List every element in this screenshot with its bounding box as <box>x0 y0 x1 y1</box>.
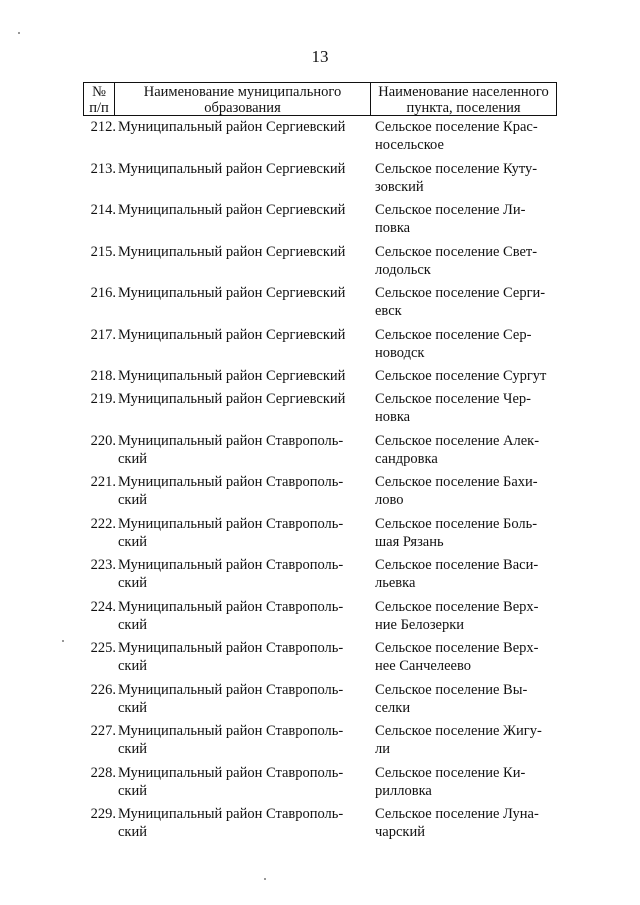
table-header <box>83 82 557 116</box>
row-municipality: Муниципальный район Сергиевский <box>118 160 346 177</box>
row-number: 229. <box>90 806 116 822</box>
row-settlement: Сельское поселение Сургут <box>375 368 547 384</box>
row-number: 223. <box>90 557 116 573</box>
header-settlement: Наименование населенного пункта, поселения <box>378 84 549 116</box>
row-municipality: Муниципальный район Сергиевский <box>118 243 346 260</box>
scan-speck <box>264 878 266 880</box>
row-settlement: Сельское поселение Алек- сандровка <box>375 432 540 467</box>
row-municipality: Муниципальный район Ставрополь- ский <box>118 723 344 757</box>
table-row <box>80 598 570 634</box>
row-settlement: Сельское поселение Васи- льевка <box>375 557 539 591</box>
table-row <box>80 473 570 509</box>
table-row <box>80 160 570 196</box>
row-municipality: Муниципальный район Ставрополь- ский <box>118 557 344 591</box>
table-row <box>80 639 570 675</box>
row-settlement: Сельское поселение Верх- нее Санчелеево <box>375 640 539 674</box>
row-number: 226. <box>90 681 116 698</box>
row-municipality: Муниципальный район Ставрополь- ский <box>118 598 344 633</box>
table-row <box>80 390 570 426</box>
table-row <box>80 201 570 237</box>
scan-speck <box>62 640 64 642</box>
row-municipality: Муниципальный район Сергиевский <box>118 119 346 135</box>
row-number: 225. <box>90 640 116 656</box>
row-settlement: Сельское поселение Верх- ние Белозерки <box>375 598 539 633</box>
row-settlement: Сельское поселение Сер- новодск <box>375 326 532 361</box>
table-row <box>80 284 570 320</box>
row-number: 219. <box>90 391 116 407</box>
row-municipality: Муниципальный район Сергиевский <box>118 391 346 407</box>
row-settlement: Сельское поселение Боль- шая Рязань <box>375 515 538 550</box>
row-settlement: Сельское поселение Ли- повка <box>375 202 526 236</box>
scan-speck <box>18 32 20 34</box>
row-number: 227. <box>90 723 116 739</box>
row-municipality: Муниципальный район Ставрополь- ский <box>118 515 344 550</box>
header-municipality: Наименование муниципального образования <box>115 83 371 115</box>
page-number: 13 <box>311 47 329 66</box>
row-number: 214. <box>90 202 116 218</box>
table-row <box>80 367 570 385</box>
table-row <box>80 243 570 279</box>
table-row <box>80 722 570 758</box>
row-municipality: Муниципальный район Ставрополь- ский <box>118 640 344 674</box>
row-number: 213. <box>90 160 116 177</box>
row-settlement: Сельское поселение Крас- носельское <box>375 119 538 153</box>
row-number: 212. <box>90 119 116 135</box>
row-settlement: Сельское поселение Серги- евск <box>375 285 546 319</box>
row-municipality: Муниципальный район Сергиевский <box>118 285 346 301</box>
row-settlement: Сельское поселение Ки- рилловка <box>375 764 526 799</box>
table-row <box>80 805 570 841</box>
row-settlement: Сельское поселение Чер- новка <box>375 391 531 425</box>
row-number: 217. <box>90 326 116 343</box>
row-municipality: Муниципальный район Ставрополь- ский <box>118 432 344 467</box>
row-municipality: Муниципальный район Сергиевский <box>118 202 346 218</box>
table-row <box>80 681 570 717</box>
row-settlement: Сельское поселение Свет- лодольск <box>375 243 538 278</box>
row-number: 220. <box>90 432 116 449</box>
row-municipality: Муниципальный район Ставрополь- ский <box>118 474 344 508</box>
table-body <box>80 118 570 847</box>
row-number: 221. <box>90 474 116 490</box>
table-row <box>80 118 570 154</box>
header-number: № п/п <box>84 83 115 115</box>
row-settlement: Сельское поселение Вы- селки <box>375 681 528 716</box>
row-settlement: Сельское поселение Луна- чарский <box>375 806 539 840</box>
table-row <box>80 515 570 551</box>
row-settlement: Сельское поселение Жигу- ли <box>375 723 542 757</box>
row-number: 218. <box>90 368 116 384</box>
row-municipality: Муниципальный район Сергиевский <box>118 326 346 343</box>
row-number: 224. <box>90 598 116 615</box>
table-row <box>80 556 570 592</box>
row-settlement: Сельское поселение Куту- зовский <box>375 160 538 195</box>
row-municipality: Муниципальный район Ставрополь- ский <box>118 681 344 716</box>
table-row <box>80 764 570 800</box>
row-number: 228. <box>90 764 116 781</box>
row-number: 222. <box>90 515 116 532</box>
table-row <box>80 432 570 468</box>
row-settlement: Сельское поселение Бахи- лово <box>375 474 538 508</box>
row-number: 216. <box>90 285 116 301</box>
row-municipality: Муниципальный район Ставрополь- ский <box>118 806 344 840</box>
table-row <box>80 326 570 362</box>
row-municipality: Муниципальный район Сергиевский <box>118 368 346 384</box>
row-number: 215. <box>90 243 116 260</box>
row-municipality: Муниципальный район Ставрополь- ский <box>118 764 344 799</box>
